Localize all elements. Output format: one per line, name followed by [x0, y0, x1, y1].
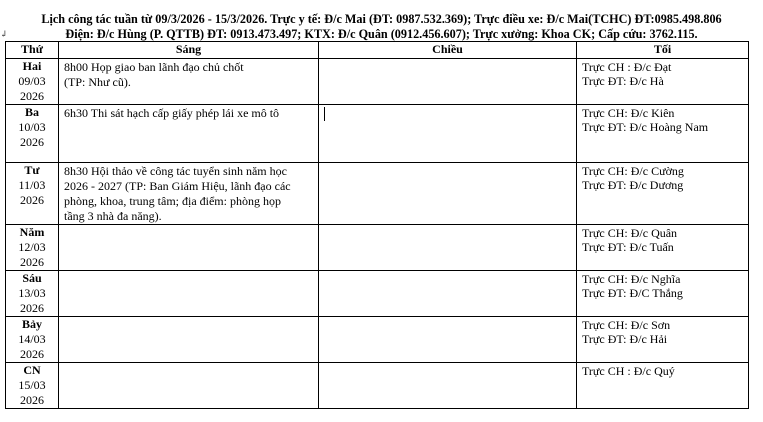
- day-name: Sáu: [22, 271, 42, 285]
- afternoon-cell[interactable]: [319, 271, 577, 317]
- afternoon-cell[interactable]: [319, 105, 577, 163]
- column-header-morning: Sáng: [59, 42, 319, 59]
- morning-cell: [59, 59, 319, 105]
- morning-cell: [59, 225, 319, 271]
- day-year: 2026: [20, 255, 44, 269]
- afternoon-cell[interactable]: [319, 363, 577, 409]
- evening-line: Trực CH : Đ/c Quý: [582, 364, 675, 378]
- day-year: 2026: [20, 89, 44, 103]
- table-row: [6, 317, 749, 363]
- evening-line: Trực CH: Đ/c Nghĩa: [582, 272, 681, 286]
- afternoon-cell[interactable]: [319, 225, 577, 271]
- morning-cell: [59, 105, 319, 163]
- day-date: 13/03: [18, 286, 46, 300]
- day-date: 15/03: [18, 378, 46, 392]
- day-cell: [6, 225, 59, 271]
- day-date: 14/03: [18, 332, 46, 346]
- day-cell: [6, 317, 59, 363]
- evening-line: Trực ĐT: Đ/c Hoàng Nam: [582, 120, 709, 134]
- day-name: Tư: [24, 163, 40, 177]
- evening-line: Trực ĐT: Đ/c Tuấn: [582, 240, 674, 254]
- column-header-afternoon: Chiều: [319, 42, 577, 59]
- evening-line: Trực ĐT: Đ/C Thắng: [582, 286, 683, 300]
- afternoon-cell[interactable]: [319, 59, 577, 105]
- morning-cell: [59, 363, 319, 409]
- morning-line: phòng, khoa, trung tâm; địa điểm: phòng họp: [64, 194, 281, 208]
- day-cell: [6, 163, 59, 225]
- afternoon-cell[interactable]: [319, 317, 577, 363]
- schedule-table: [5, 41, 749, 409]
- header-line-2: Điện: Đ/c Hùng (P. QTTB) ĐT: 0913.473.497; KTX: Đ/c Quân (0912.456.607); Trực xưởng: Khoa CK; Cấp cứu: 3762.115.: [65, 27, 698, 41]
- evening-cell: [577, 225, 749, 271]
- day-name: CN: [23, 363, 41, 377]
- day-year: 2026: [20, 193, 44, 207]
- evening-line: Trực ĐT: Đ/c Dương: [582, 178, 684, 192]
- evening-line: Trực CH : Đ/c Đạt: [582, 60, 672, 74]
- morning-cell: [59, 163, 319, 225]
- column-header-day: Thứ: [6, 42, 59, 59]
- table-row: [6, 363, 749, 409]
- morning-line: 8h30 Hội thảo về công tác tuyển sinh năm học: [64, 164, 287, 178]
- evening-line: Trực CH: Đ/c Sơn: [582, 318, 671, 332]
- evening-line: Trực CH: Đ/c Kiên: [582, 106, 675, 120]
- evening-line: Trực CH: Đ/c Cường: [582, 164, 684, 178]
- evening-cell: [577, 363, 749, 409]
- morning-line: 2026 - 2027 (TP: Ban Giám Hiệu, lãnh đạo các: [64, 179, 291, 193]
- column-header-evening: Tối: [577, 42, 749, 59]
- day-name: Hai: [22, 59, 42, 73]
- morning-line: tầng 3 nhà đa năng).: [64, 209, 162, 223]
- day-date: 10/03: [18, 120, 46, 134]
- text-cursor: [324, 107, 325, 121]
- morning-line: 6h30 Thi sát hạch cấp giấy phép lái xe mô tô: [64, 106, 280, 120]
- morning-line: (TP: Như cũ).: [64, 75, 131, 89]
- day-cell: [6, 363, 59, 409]
- evening-cell: [577, 59, 749, 105]
- evening-cell: [577, 271, 749, 317]
- day-name: Năm: [19, 225, 45, 239]
- morning-line: 8h00 Họp giao ban lãnh đạo chủ chốt: [64, 60, 244, 74]
- day-cell: [6, 271, 59, 317]
- evening-line: Trực ĐT: Đ/c Hà: [582, 74, 664, 88]
- day-year: 2026: [20, 135, 44, 149]
- evening-cell: [577, 317, 749, 363]
- day-cell: [6, 59, 59, 105]
- table-row: [6, 225, 749, 271]
- evening-cell: [577, 163, 749, 225]
- day-year: 2026: [20, 393, 44, 407]
- table-header-row: [6, 42, 749, 59]
- day-date: 09/03: [18, 74, 46, 88]
- paragraph-mark-icon: ↲: [0, 29, 8, 39]
- header-line-1: Lịch công tác tuần từ 09/3/2026 - 15/3/2026. Trực y tế: Đ/c Mai (ĐT: 0987.532.369); Trực điều xe: Đ/c Mai(TCHC) ĐT:0985.498.806: [41, 12, 722, 26]
- day-name: Ba: [24, 105, 39, 119]
- table-row: [6, 105, 749, 163]
- table-row: [6, 59, 749, 105]
- morning-cell: [59, 317, 319, 363]
- day-date: 12/03: [18, 240, 46, 254]
- evening-line: Trực ĐT: Đ/c Hải: [582, 332, 668, 346]
- evening-line: Trực CH: Đ/c Quân: [582, 226, 678, 240]
- morning-cell: [59, 271, 319, 317]
- day-date: 11/03: [18, 178, 46, 192]
- day-year: 2026: [20, 301, 44, 315]
- evening-cell: [577, 105, 749, 163]
- day-year: 2026: [20, 347, 44, 361]
- day-cell: [6, 105, 59, 163]
- afternoon-cell[interactable]: [319, 163, 577, 225]
- table-row: [6, 271, 749, 317]
- day-name: Bảy: [21, 317, 42, 331]
- table-row: [6, 163, 749, 225]
